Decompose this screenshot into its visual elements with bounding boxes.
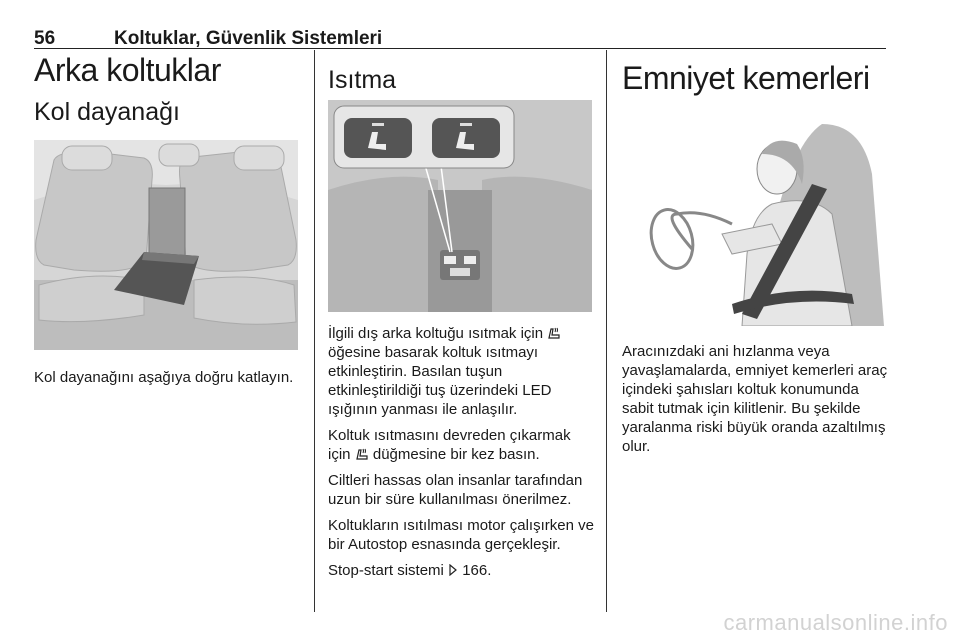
heating-paragraph-2	[328, 426, 594, 464]
column-seat-belts-text	[622, 342, 890, 463]
column-rear-seats-text	[34, 368, 300, 394]
heating-p2-start: Koltuk ısıtmasını devreden çıkarmak için	[328, 427, 571, 463]
heating-p1-start: İlgili dış arka koltuğu ısıtmak için	[328, 325, 544, 342]
heating-paragraph-5	[328, 561, 594, 580]
stop-start-page: 166.	[462, 562, 492, 579]
watermark: carmanualsonline.info	[723, 610, 948, 635]
column-heating-text	[328, 324, 594, 587]
chapter-title: Koltuklar, Güvenlik Sistemleri	[114, 28, 383, 49]
section-title-heating: Isıtma	[328, 66, 397, 94]
armrest-instruction: Kol dayanağını aşağıya doğru katlayın.	[34, 369, 294, 386]
seat-belt-illustration	[622, 114, 886, 326]
stop-start-reference: Stop-start sistemi	[328, 562, 444, 579]
section-title-seat-belts: Emniyet kemerleri	[622, 60, 870, 96]
page-number: 56	[34, 28, 56, 49]
seat-heating-icon	[355, 447, 369, 461]
heating-paragraph-4: Koltukların ısıtılması motor çalışırken ve bir Autostop esnasında gerçekleşir.	[328, 517, 594, 553]
section-title-rear-seats: Arka koltuklar	[34, 52, 221, 88]
armrest-illustration	[34, 140, 298, 350]
seat-belt-paragraph: Aracınızdaki ani hızlanma veya yavaşlamalarda, emniyet kemerleri araç içindeki şahısları koltuk konumunda sabit tutmak için kilitlenir. Bu şekilde yaralanma riski büyük oranda azaltılmış olur.	[622, 343, 888, 455]
seat-heating-icon	[547, 326, 561, 340]
page-reference-arrow-icon	[448, 564, 458, 576]
column-rear-seats	[34, 50, 300, 128]
column-heating	[328, 64, 594, 96]
column-divider	[606, 50, 607, 612]
heating-paragraph-1	[328, 324, 594, 419]
heating-p1-end: öğesine basarak koltuk ısıtmayı etkinleştirin. Basılan tuşun etkinleştirildiği tuş üzerindeki LED ışığının yanması ile anlaşılır.	[328, 344, 552, 418]
subsection-title-armrest: Kol dayanağı	[34, 98, 180, 126]
heating-p2-end: düğmesine bir kez basın.	[372, 446, 540, 463]
seat-heating-illustration	[328, 100, 592, 312]
column-seat-belts	[622, 58, 890, 98]
column-divider	[314, 50, 315, 612]
heating-paragraph-3: Ciltleri hassas olan insanlar tarafından uzun bir süre kullanılması önerilmez.	[328, 472, 583, 508]
page-header	[34, 22, 886, 49]
